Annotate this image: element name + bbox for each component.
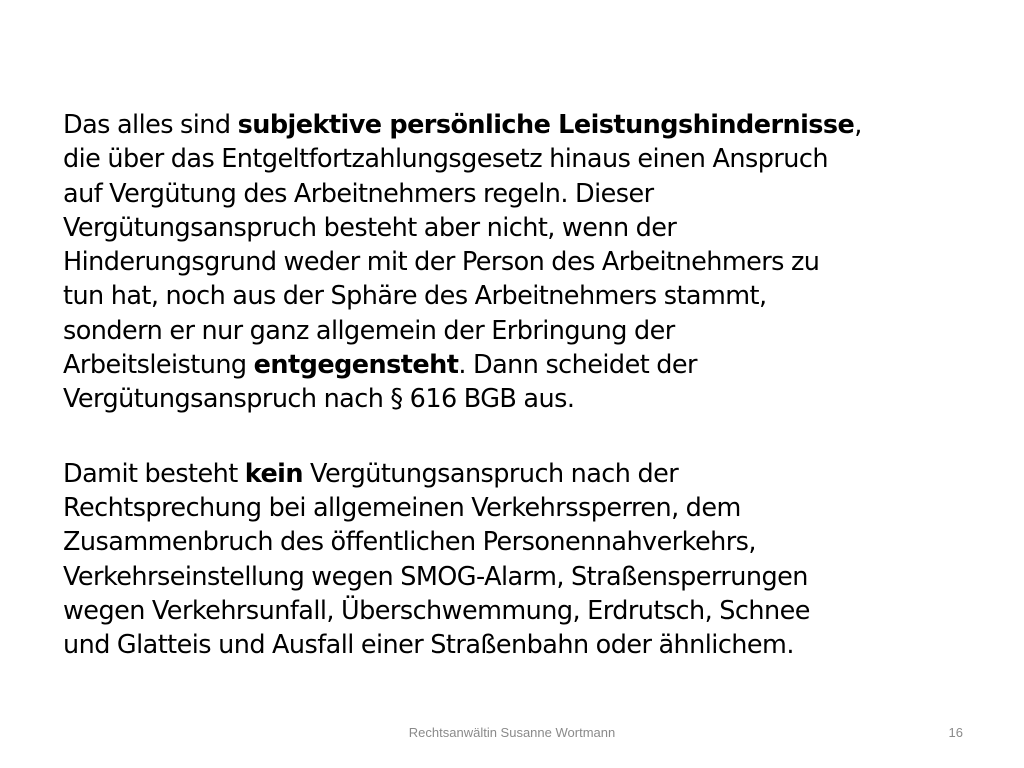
p1-line6: tun hat, noch aus der Sphäre des Arbeitnehmers stammt,	[63, 281, 767, 312]
p2-line2: Rechtsprechung bei allgemeinen Verkehrssperren, dem	[63, 492, 741, 523]
p1-line3: auf Vergütung des Arbeitnehmers regeln. Dieser	[63, 178, 654, 209]
paragraph-2	[63, 457, 963, 663]
p1-line8-text: Arbeitsleistung	[63, 350, 254, 381]
p2-line1-rest: Vergütungsanspruch nach der	[302, 458, 679, 489]
p1-line4: Vergütungsanspruch besteht aber nicht, wenn der	[63, 212, 677, 243]
page-number: 16	[948, 725, 963, 740]
p2-line1-text: Damit besteht	[63, 458, 245, 489]
p2-line6: und Glatteis und Ausfall einer Straßenbahn oder ähnlichem.	[63, 630, 794, 661]
p2-line3: Zusammenbruch des öffentlichen Personennahverkehrs,	[63, 527, 756, 558]
p1-line5: Hinderungsgrund weder mit der Person des Arbeitnehmers zu	[63, 247, 820, 278]
p2-emphasis-kein: kein	[244, 458, 303, 489]
p1-line8-rest: . Dann scheidet der	[458, 350, 697, 381]
p1-line7: sondern er nur ganz allgemein der Erbringung der	[63, 315, 675, 346]
slide-body	[63, 108, 963, 662]
p1-emphasis-leistungshindernisse: subjektive persönliche Leistungshindernisse	[237, 110, 855, 140]
p1-line2: die über das Entgeltfortzahlungsgesetz hinaus einen Anspruch	[63, 144, 828, 175]
p1-emphasis-entgegensteht: entgegensteht	[253, 350, 459, 381]
p1-line9: Vergütungsanspruch nach § 616 BGB aus.	[63, 384, 575, 415]
p2-line5: wegen Verkehrsunfall, Überschwemmung, Erdrutsch, Schnee	[63, 595, 810, 626]
p2-line4: Verkehrseinstellung wegen SMOG-Alarm, Straßensperrungen	[63, 561, 808, 592]
p1-line1-comma: ,	[854, 110, 862, 140]
paragraph-1	[63, 108, 963, 417]
footer-author: Rechtsanwältin Susanne Wortmann	[408, 725, 616, 740]
p1-line1-text: Das alles sind	[63, 110, 238, 140]
